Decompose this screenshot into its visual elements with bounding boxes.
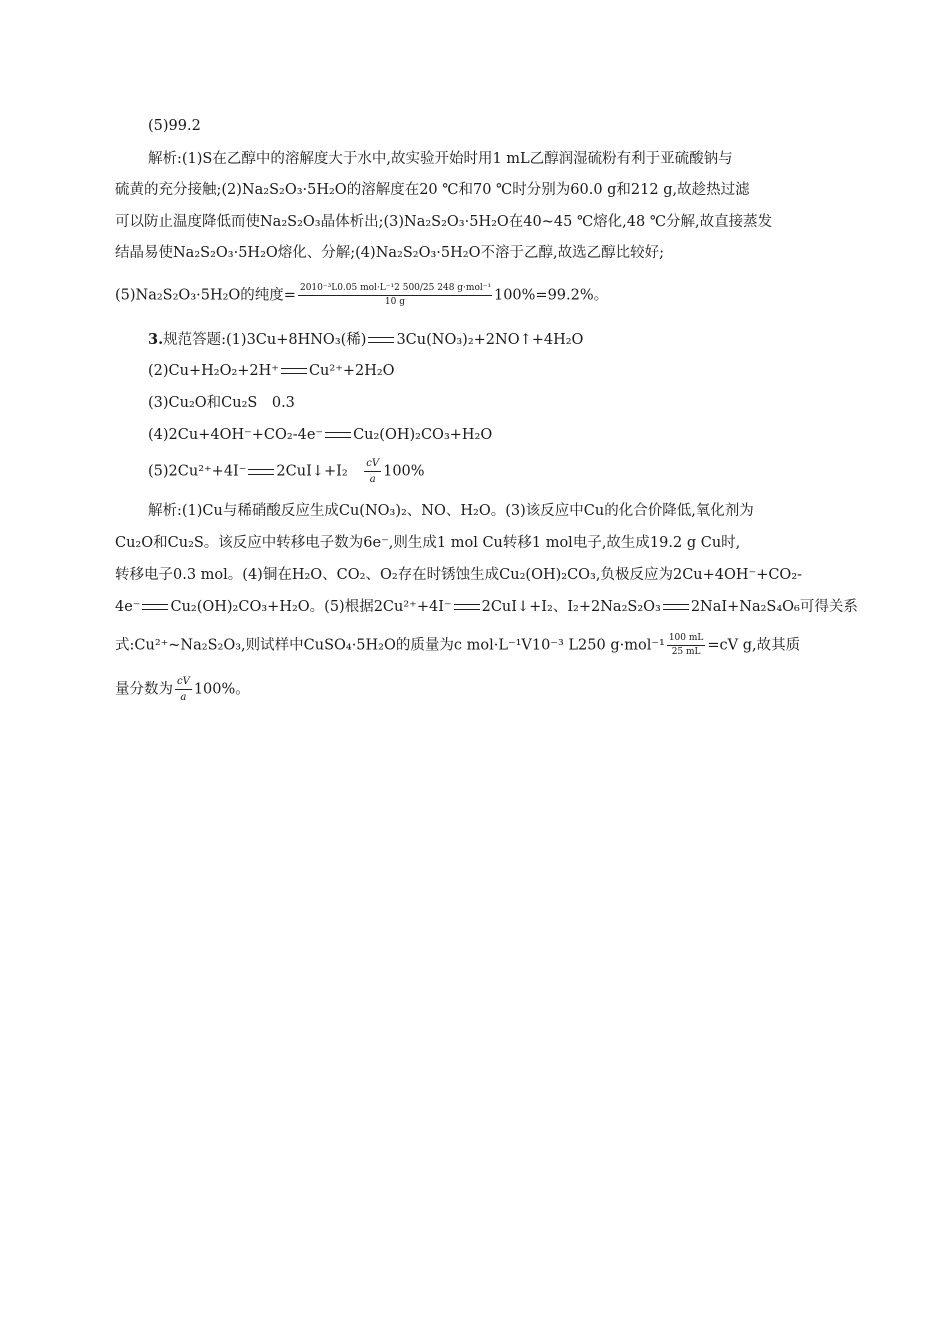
answer-3-5-fraction [364, 457, 381, 486]
equals-sign [281, 368, 307, 374]
answer-3-2 [148, 361, 868, 381]
analysis-line-3: 可以防止温度降低而使Na₂S₂O₃晶体析出;(3)Na₂S₂O₃·5H₂O在40~45 ℃熔化,48 ℃分解,故直接蒸发 [115, 214, 773, 230]
analysis2-line-4-a: 4e⁻ [115, 599, 141, 615]
analysis-line-2: 硫黄的充分接触;(2)Na₂S₂O₃·5H₂O的溶解度在20 ℃和70 ℃时分别为60.0 g和212 g,故趁热过滤 [115, 182, 750, 198]
analysis2-line-5-b: =cV g,故其质 [707, 637, 801, 654]
volume-fraction [667, 633, 706, 658]
purity-formula-line [115, 283, 835, 308]
analysis2-line-1: 解析:(1)Cu与稀硝酸反应生成Cu(NO₃)₂、NO、H₂O。(3)该反应中Cu的化合价降低,氧化剂为 [148, 503, 754, 519]
answer-5-text: (5)99.2 [148, 118, 201, 134]
fraction-numerator: cV [364, 457, 381, 472]
answer-3-4 [148, 425, 868, 445]
equals-sign [325, 432, 351, 438]
volume-denominator: 25 mL [671, 647, 701, 657]
equals-sign [663, 604, 689, 610]
analysis2-line-6 [115, 675, 835, 704]
mass-fraction [175, 675, 192, 704]
purity-fraction [298, 283, 492, 308]
purity-numerator: 2010⁻³L0.05 mol·L⁻¹2 500/25 248 g·mol⁻¹ [298, 283, 492, 296]
answer-3-4-left: (4)2Cu+4OH⁻+CO₂-4e⁻ [148, 427, 324, 443]
equals-sign [142, 604, 168, 610]
analysis-line-4: 结晶易使Na₂S₂O₃·5H₂O熔化、分解;(4)Na₂S₂O₃·5H₂O不溶于乙醇,故选乙醇比较好; [115, 245, 664, 261]
mass-denominator: a [180, 692, 187, 703]
analysis2-line-3: 转移电子0.3 mol。(4)铜在H₂O、CO₂、O₂存在时锈蚀生成Cu₂(OH)₂CO₃,负极反应为2Cu+4OH⁻+CO₂- [115, 567, 803, 583]
equals-sign [368, 337, 394, 343]
equals-sign [248, 469, 274, 475]
analysis2-line-4-d: 2NaI+Na₂S₄O₆可得关系 [690, 599, 858, 615]
analysis2-line-5 [115, 633, 835, 658]
mass-numerator: cV [175, 675, 192, 690]
answer-3-4-right: Cu₂(OH)₂CO₃+H₂O [353, 427, 493, 443]
analysis2-line-6-a: 量分数为 [115, 681, 173, 698]
volume-numerator: 100 mL [667, 633, 706, 646]
analysis2-line-4-b: Cu₂(OH)₂CO₃+H₂O。(5)根据2Cu²⁺+4I⁻ [170, 599, 452, 615]
analysis2-line-2: Cu₂O和Cu₂S。该反应中转移电子数为6e⁻,则生成1 mol Cu转移1 mol电子,故生成19.2 g Cu时, [115, 535, 741, 551]
analysis2-line-4-c: 2CuI↓+I₂、I₂+2Na₂S₂O₃ [481, 599, 661, 615]
question-3-line [148, 330, 868, 350]
answer-3-5-percent: 100% [383, 463, 425, 480]
analysis-line-1: 解析:(1)S在乙醇中的溶解度大于水中,故实验开始时用1 mL乙醇润湿硫粉有利于亚硫酸钠与 [148, 151, 733, 167]
fraction-denominator: a [369, 474, 376, 485]
equals-sign [454, 604, 480, 610]
purity-result: 100%=99.2%。 [493, 287, 609, 304]
question-number: 3. [148, 331, 164, 348]
answer-3-2-right: Cu²⁺+2H₂O [308, 363, 395, 379]
answer-5 [148, 116, 868, 136]
analysis2-line-4 [115, 597, 858, 617]
purity-denominator: 10 g [384, 297, 405, 307]
answer-3-2-left: (2)Cu+H₂O₂+2H⁺ [148, 363, 279, 379]
answer-3-1-left: 规范答题:(1)3Cu+8HNO₃(稀) [163, 332, 367, 348]
analysis2-line-6-b: 100%。 [193, 681, 250, 698]
answer-3-1-right: 3Cu(NO₃)₂+2NO↑+4H₂O [396, 332, 584, 348]
answer-3-5 [148, 457, 868, 486]
purity-label: (5)Na₂S₂O₃·5H₂O的纯度= [115, 287, 296, 304]
analysis2-line-5-a: 式:Cu²⁺~Na₂S₂O₃,则试样中CuSO₄·5H₂O的质量为c mol·L⁻¹V10⁻³ L250 g·mol⁻¹ [115, 637, 665, 654]
answer-3-3: (3)Cu₂O和Cu₂S 0.3 [148, 395, 295, 411]
answer-3-5-right: 2CuI↓+I₂ [276, 463, 348, 480]
answer-3-5-left: (5)2Cu²⁺+4I⁻ [148, 463, 247, 480]
